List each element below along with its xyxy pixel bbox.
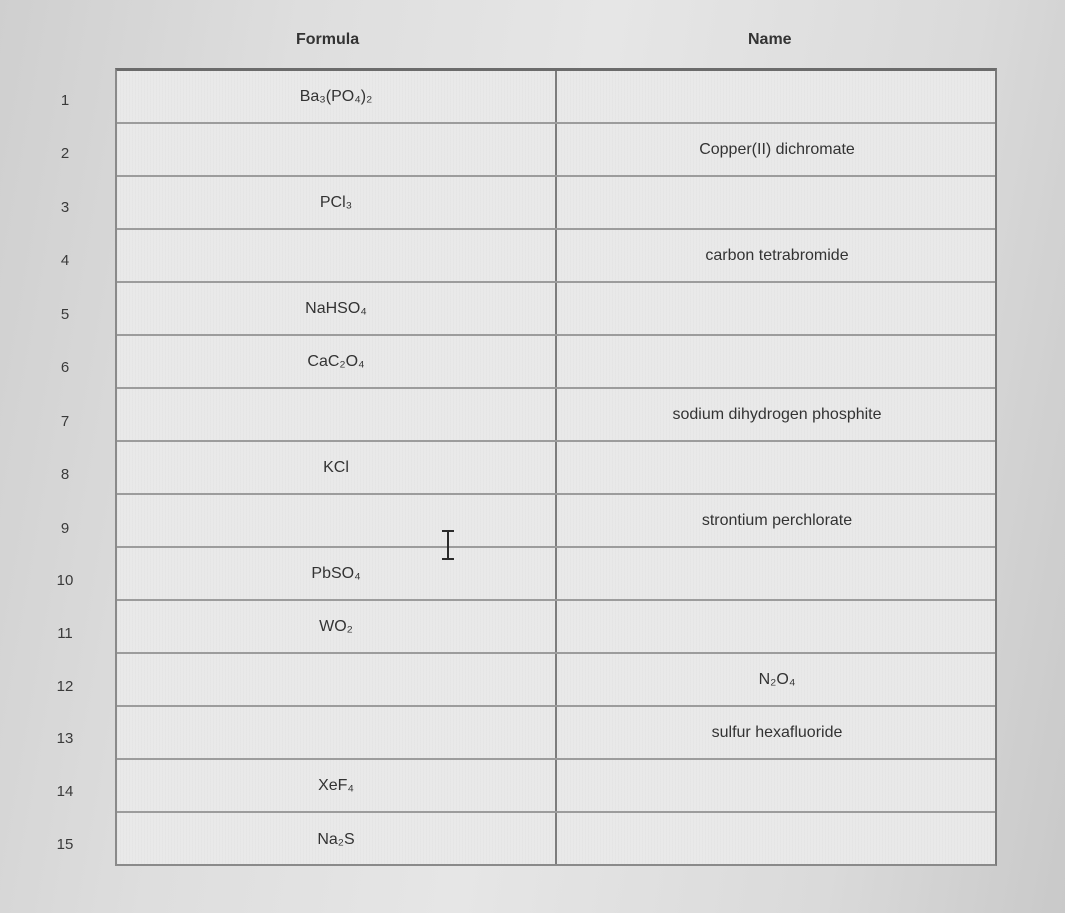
formula-cell[interactable]: Ba₃(PO₄)₂ (299, 87, 373, 105)
formula-cell[interactable]: Na₂S (317, 830, 355, 848)
name-cell[interactable] (557, 548, 997, 599)
formula-cell[interactable]: PbSO₄ (311, 564, 361, 582)
formula-cell[interactable] (117, 230, 555, 281)
row-number: 11 (57, 625, 73, 642)
name-cell[interactable] (557, 283, 997, 334)
row-number: 1 (60, 92, 70, 109)
row-number: 5 (60, 306, 70, 323)
row-number: 14 (56, 783, 74, 800)
table-row (117, 71, 995, 124)
row-number: 9 (60, 520, 70, 537)
row-number: 7 (60, 413, 70, 430)
formula-cell[interactable]: WO₂ (319, 617, 353, 635)
table-row (117, 813, 995, 866)
name-cell[interactable]: Copper(II) dichromate (699, 140, 855, 158)
name-cell[interactable] (557, 177, 997, 228)
formula-cell[interactable]: XeF₄ (318, 776, 354, 794)
name-cell[interactable] (557, 442, 997, 493)
name-cell[interactable]: carbon tetrabromide (705, 246, 849, 264)
name-column-header: Name (748, 31, 792, 48)
name-cell[interactable]: sulfur hexafluoride (711, 723, 843, 741)
name-cell[interactable] (557, 336, 997, 387)
row-number: 3 (60, 199, 70, 216)
table-row (117, 336, 995, 389)
row-number: 12 (56, 678, 74, 695)
formula-cell[interactable] (117, 654, 555, 705)
formula-cell[interactable] (117, 124, 555, 175)
row-number: 2 (60, 145, 70, 162)
formula-cell[interactable]: NaHSO₄ (305, 299, 367, 317)
table-row (117, 601, 995, 654)
name-cell[interactable] (557, 813, 997, 866)
table-row (117, 442, 995, 495)
formula-column-header: Formula (296, 31, 360, 48)
row-number: 4 (60, 252, 70, 269)
name-cell[interactable] (557, 601, 997, 652)
row-number: 13 (56, 730, 74, 747)
table-row (117, 654, 995, 707)
table-row (117, 495, 995, 548)
table-row (117, 283, 995, 336)
formula-cell[interactable] (117, 707, 555, 758)
formula-name-table (115, 68, 997, 866)
table-row (117, 124, 995, 177)
row-number: 15 (56, 836, 74, 853)
formula-cell[interactable]: CaC₂O₄ (307, 352, 365, 370)
name-cell[interactable]: sodium dihydrogen phosphite (672, 405, 882, 423)
name-cell[interactable]: N₂O₄ (758, 670, 796, 688)
row-number: 10 (56, 572, 74, 589)
text-cursor-icon (440, 530, 456, 560)
row-number: 8 (60, 466, 70, 483)
row-number: 6 (60, 359, 70, 376)
table-row (117, 177, 995, 230)
formula-cell[interactable]: PCl₃ (319, 193, 353, 211)
formula-cell[interactable] (117, 495, 555, 546)
table-row (117, 230, 995, 283)
table-row (117, 389, 995, 442)
formula-cell[interactable]: KCl (323, 458, 349, 476)
name-cell[interactable] (557, 71, 997, 122)
table-row (117, 707, 995, 760)
name-cell[interactable] (557, 760, 997, 811)
table-row (117, 548, 995, 601)
name-cell[interactable]: strontium perchlorate (701, 511, 853, 529)
table-row (117, 760, 995, 813)
formula-cell[interactable] (117, 389, 555, 440)
